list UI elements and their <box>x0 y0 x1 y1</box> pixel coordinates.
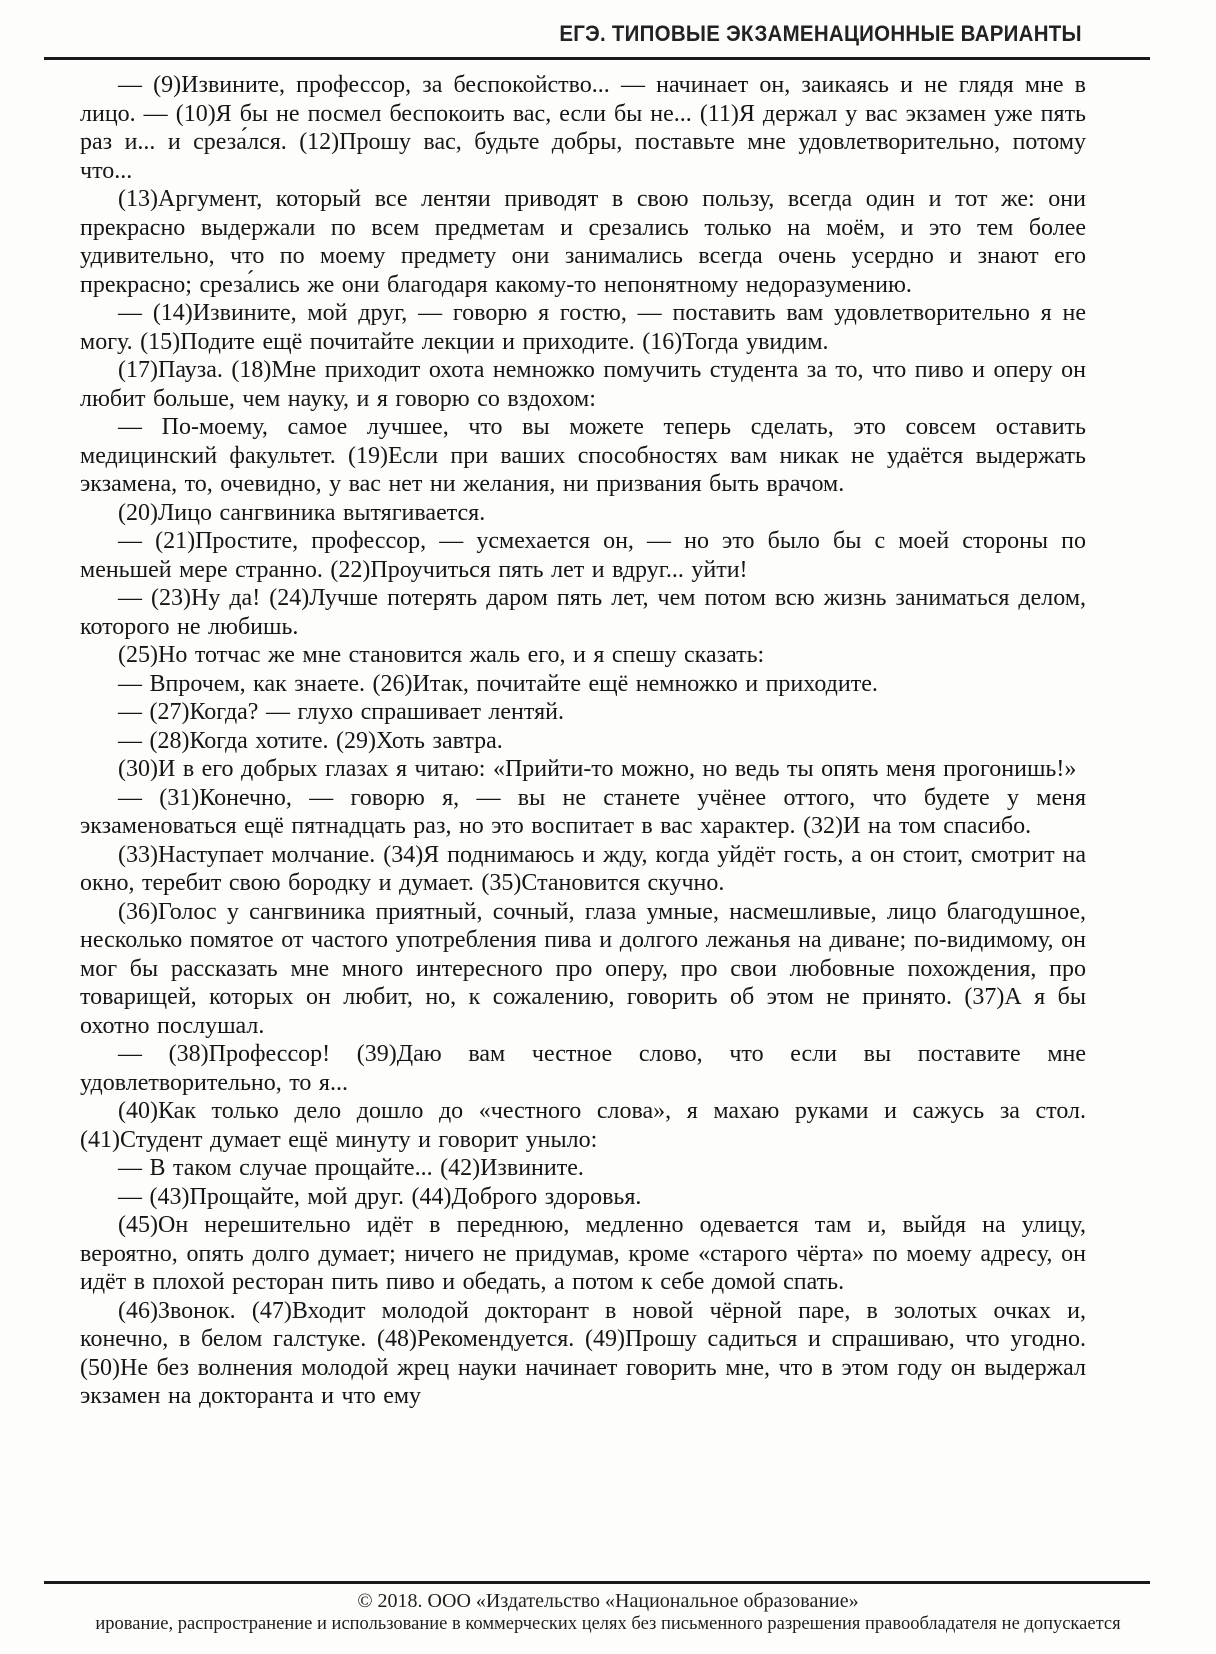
text-paragraph: — В таком случае прощайте... (42)Извините. <box>118 1155 584 1181</box>
text-paragraph: (33)Наступает молчание. (34)Я поднимаюсь и жду, когда уйдёт гость, а он стоит, смотрит на окно, теребит свою бородку и думает. (35)Становится скучно. <box>80 841 1086 896</box>
text-paragraph: — (21)Простите, профессор, — усмехается он, — но это было бы с моей стороны по меньшей мере странно. (22)Проучиться пять лет и вдруг... уйти! <box>80 528 1086 583</box>
text-paragraph: — (27)Когда? — глухо спрашивает лентяй. <box>118 699 564 725</box>
header-rule <box>44 57 1150 60</box>
text-paragraph: — (43)Прощайте, мой друг. (44)Доброго здоровья. <box>118 1183 642 1210</box>
text-body <box>80 71 1086 1411</box>
text-paragraph: (30)И в его добрых глазах я читаю: «Прийти-то можно, но ведь ты опять меня прогонишь!» <box>118 756 1077 782</box>
copyright-line: © 2018. ООО «Издательство «Национальное образование» <box>357 1590 859 1612</box>
text-paragraph: (20)Лицо сангвиника вытягивается. <box>118 499 486 526</box>
text-paragraph: — (14)Извините, мой друг, — говорю я гостю, — поставить вам удовлетворительно я не могу. (15)Подите ещё почитайте лекции и приходите. (16)Тогда увидим. <box>80 300 1086 355</box>
copyright-notice: ирование, распространение и использование в коммерческих целях без письменного разрешения правообладателя не допускается <box>95 1614 1121 1634</box>
text-paragraph: (40)Как только дело дошло до «честного слова», я махаю руками и сажусь за стол. (41)Студент думает ещё минуту и говорит уныло: <box>80 1098 1086 1153</box>
text-paragraph: (17)Пауза. (18)Мне приходит охота немножко помучить студента за то, что пиво и оперу он любит больше, чем науку, и я говорю со вздохом: <box>80 357 1086 412</box>
text-paragraph: — (9)Извините, профессор, за беспокойство... — начинает он, заикаясь и не глядя мне в лицо. — (10)Я бы не посмел беспокоить вас, если бы не... (11)Я держал у вас экзамен уже пять раз и... и среза́лся. (12)Прошу вас, будьте добры, поставьте мне удовлетворительно, потому что... <box>80 72 1086 184</box>
footer-rule <box>44 1581 1150 1584</box>
text-paragraph: (36)Голос у сангвиника приятный, сочный, глаза умные, насмешливые, лицо благодушное, несколько помятое от частого употребления пива и долгого лежанья на диване; по-видимому, он мог бы рассказать мне много интересного про оперу, про свои любовные похождения, про товарищей, которых он любит, но, к сожалению, говорить об этом не принято. (37)А я бы охотно послушал. <box>80 898 1086 1039</box>
text-paragraph: — (28)Когда хотите. (29)Хоть завтра. <box>118 727 503 754</box>
text-paragraph: — (31)Конечно, — говорю я, — вы не станете учёнее оттого, что будете у меня экзаменоваться ещё пятнадцать раз, но это воспитает в вас характер. (32)И на том спасибо. <box>80 784 1086 839</box>
text-paragraph: (46)Звонок. (47)Входит молодой докторант в новой чёрной паре, в золотых очках и, конечно, в белом галстуке. (48)Рекомендуется. (49)Прошу садиться и спрашиваю, что угодно. (50)Не без волнения молодой жрец науки начинает говорить мне, что в этом году он выдержал экзамен на докторанта и что ему <box>80 1297 1086 1409</box>
text-paragraph: (45)Он нерешительно идёт в переднюю, медленно одевается там и, выйдя на улицу, вероятно, опять долго думает; ничего не придумав, кроме «старого чёрта» по моему адресу, он идёт в плохой ресторан пить пиво и обедать, а потом к себе домой спать. <box>80 1212 1086 1295</box>
text-paragraph: (25)Но тотчас же мне становится жаль его, и я спешу сказать: <box>118 642 765 668</box>
header-title: ЕГЭ. ТИПОВЫЕ ЭКЗАМЕНАЦИОННЫЕ ВАРИАНТЫ <box>559 21 1082 46</box>
text-paragraph: — По-моему, самое лучшее, что вы можете теперь сделать, это совсем оставить медицинский факультет. (19)Если при ваших способностях вам никак не удаётся выдержать экзамена, то, очевидно, у вас нет ни желания, ни призвания быть врачом. <box>80 414 1086 497</box>
text-paragraph: (13)Аргумент, который все лентяи приводят в свою пользу, всегда один и тот же: они прекрасно выдержали по всем предметам и срезались только на моём, и это тем более удивительно, что по моему предмету они занимались всегда очень усердно и знают его прекрасно; среза́лись же они благодаря какому-то непонятному недоразумению. <box>80 186 1086 298</box>
text-paragraph: — (38)Профессор! (39)Даю вам честное слово, что если вы поставите мне удовлетворительно, то я... <box>80 1041 1086 1096</box>
text-paragraph: — (23)Ну да! (24)Лучше потерять даром пять лет, чем потом всю жизнь заниматься делом, которого не любишь. <box>80 585 1086 640</box>
text-paragraph: — Впрочем, как знаете. (26)Итак, почитайте ещё немножко и приходите. <box>118 670 878 697</box>
